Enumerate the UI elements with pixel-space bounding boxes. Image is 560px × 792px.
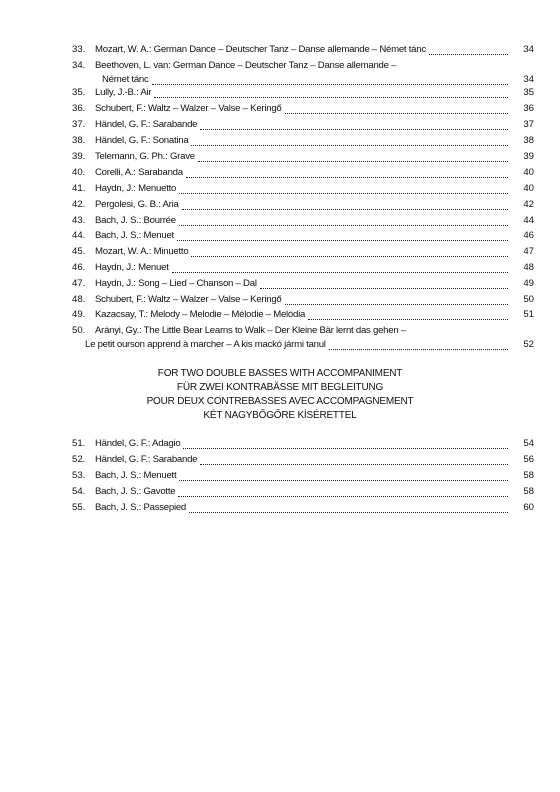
entry-page-number: 60	[523, 502, 534, 513]
entry-number: 37.	[72, 119, 86, 130]
entry-page-number: 54	[523, 438, 534, 449]
entry-number: 35.	[72, 87, 86, 98]
entry-number: 33.	[72, 44, 86, 55]
entry-title: Pergolesi, G. B.: Aria	[95, 199, 179, 210]
toc-entry	[72, 182, 534, 196]
toc-entry	[72, 501, 534, 515]
toc-entry	[72, 59, 534, 85]
section-heading-line: KÉT NAGYBŐGŐRE KÍSÉRETTEL	[203, 410, 357, 421]
dot-leader	[329, 349, 508, 350]
entry-title: Händel, G. F.: Sonatina	[95, 135, 189, 146]
entry-page-number: 51	[523, 309, 534, 320]
dot-leader	[189, 512, 508, 513]
entry-number: 51.	[72, 438, 86, 449]
dot-leader	[308, 319, 508, 320]
toc-entry	[72, 469, 534, 483]
entry-title: Telemann, G. Ph.: Grave	[95, 151, 195, 162]
entry-number: 42.	[72, 199, 86, 210]
entry-page-number: 39	[523, 151, 534, 162]
entry-page-number: 47	[523, 246, 534, 257]
entry-page-number: 46	[523, 230, 534, 241]
dot-leader	[179, 193, 508, 194]
entry-number: 34.	[72, 60, 86, 71]
dot-leader	[285, 304, 509, 305]
entry-page-number: 40	[523, 167, 534, 178]
dot-leader	[429, 54, 508, 55]
toc-entry	[72, 245, 534, 259]
entry-title: Arányi, Gy.: The Little Bear Learns to Walk – Der Kleine Bär lernt das gehen –	[95, 325, 406, 336]
dot-leader	[200, 129, 508, 130]
entry-page-number: 58	[523, 470, 534, 481]
entry-title: Bach, J. S.: Gavotte	[95, 486, 176, 497]
entry-number: 36.	[72, 103, 86, 114]
dot-leader	[179, 225, 508, 226]
entry-page-number: 40	[523, 183, 534, 194]
entry-title: Bach, J. S.: Passepied	[95, 502, 187, 513]
toc-entry	[72, 166, 534, 180]
entry-number: 48.	[72, 294, 86, 305]
entry-title: Haydn, J.: Song – Lied – Chanson – Dal	[95, 278, 257, 289]
toc-entry	[72, 277, 534, 291]
dot-leader	[200, 464, 508, 465]
entry-number: 44.	[72, 230, 86, 241]
entry-number: 46.	[72, 262, 86, 273]
toc-entry	[72, 134, 534, 148]
toc-entry	[72, 308, 534, 322]
dot-leader	[182, 209, 508, 210]
toc-entry	[72, 198, 534, 212]
dot-leader	[285, 113, 509, 114]
entry-number: 47.	[72, 278, 86, 289]
entry-title: Haydn, J.: Menuet	[95, 262, 169, 273]
dot-leader	[154, 97, 508, 98]
entry-title: Corelli, A.: Sarabanda	[95, 167, 183, 178]
dot-leader	[172, 272, 508, 273]
entry-number: 50.	[72, 325, 86, 336]
entry-title: Händel, G. F.: Sarabande	[95, 454, 198, 465]
dot-leader	[152, 84, 508, 85]
entry-page-number: 38	[523, 135, 534, 146]
entry-title: Mozart, W. A.: German Dance – Deutscher Tanz – Danse allemande – Német tánc	[95, 44, 426, 55]
entry-title: Mozart, W. A.: Minuetto	[95, 246, 189, 257]
entry-number: 54.	[72, 486, 86, 497]
entry-title: Bach, J. S.: Bourrée	[95, 215, 176, 226]
entry-title: Kazacsay, T.: Melody – Melodie – Mélodie – Melódia	[95, 309, 306, 320]
toc-entry	[72, 229, 534, 243]
entry-page-number: 34	[523, 74, 534, 85]
dot-leader	[260, 288, 508, 289]
entry-title: Händel, G. F.: Adagio	[95, 438, 181, 449]
entry-number: 53.	[72, 470, 86, 481]
section-heading-line: POUR DEUX CONTREBASSES AVEC ACCOMPAGNEMENT	[146, 396, 414, 407]
entry-page-number: 58	[523, 486, 534, 497]
entry-number: 38.	[72, 135, 86, 146]
entry-title: Lully, J.-B.: Air	[95, 87, 152, 98]
dot-leader	[183, 448, 508, 449]
toc-entry	[72, 485, 534, 499]
toc-entry	[72, 324, 534, 350]
toc-entry	[72, 453, 534, 467]
entry-title-continuation: Német tánc	[102, 74, 149, 85]
entry-number: 43.	[72, 215, 86, 226]
entry-number: 49.	[72, 309, 86, 320]
entry-title: Händel, G. F.: Sarabande	[95, 119, 198, 130]
entry-page-number: 44	[523, 215, 534, 226]
toc-entry	[72, 86, 534, 100]
entry-title: Bach, J. S.: Menuet	[95, 230, 174, 241]
section-heading-line: FOR TWO DOUBLE BASSES WITH ACCOMPANIMENT	[157, 368, 403, 379]
dot-leader	[177, 240, 508, 241]
entry-page-number: 48	[523, 262, 534, 273]
entry-number: 52.	[72, 454, 86, 465]
entry-page-number: 42	[523, 199, 534, 210]
entry-title-continuation: Le petit ourson apprend à marcher – A kis mackó jármi tanul	[85, 339, 326, 350]
entry-title: Beethoven, L. van: German Dance – Deutscher Tanz – Danse allemande –	[95, 60, 397, 71]
entry-page-number: 50	[523, 294, 534, 305]
dot-leader	[186, 177, 508, 178]
entry-page-number: 35	[523, 87, 534, 98]
toc-entry	[72, 293, 534, 307]
entry-page-number: 56	[523, 454, 534, 465]
toc-entry	[72, 261, 534, 275]
toc-entry	[72, 118, 534, 132]
dot-leader	[178, 496, 508, 497]
entry-number: 45.	[72, 246, 86, 257]
toc-entry	[72, 102, 534, 116]
entry-page-number: 49	[523, 278, 534, 289]
dot-leader	[191, 256, 508, 257]
entry-title: Bach, J. S.: Menuett	[95, 470, 177, 481]
entry-page-number: 34	[523, 44, 534, 55]
entry-title: Schubert, F.: Waltz – Walzer – Valse – Keringő	[95, 103, 282, 114]
entry-number: 39.	[72, 151, 86, 162]
toc-entry	[72, 437, 534, 451]
section-heading-line: FÜR ZWEI KONTRABÄSSE MIT BEGLEITUNG	[176, 382, 384, 393]
entry-title: Schubert, F.: Waltz – Walzer – Valse – Keringő	[95, 294, 282, 305]
entry-number: 55.	[72, 502, 86, 513]
dot-leader	[198, 161, 508, 162]
entry-page-number: 36	[523, 103, 534, 114]
entry-number: 40.	[72, 167, 86, 178]
toc-entry	[72, 214, 534, 228]
toc-entry	[72, 150, 534, 164]
entry-page-number: 52	[523, 339, 534, 350]
dot-leader	[179, 480, 508, 481]
dot-leader	[191, 145, 508, 146]
entry-page-number: 37	[523, 119, 534, 130]
entry-number: 41.	[72, 183, 86, 194]
entry-title: Haydn, J.: Menuetto	[95, 183, 177, 194]
toc-entry	[72, 43, 534, 57]
